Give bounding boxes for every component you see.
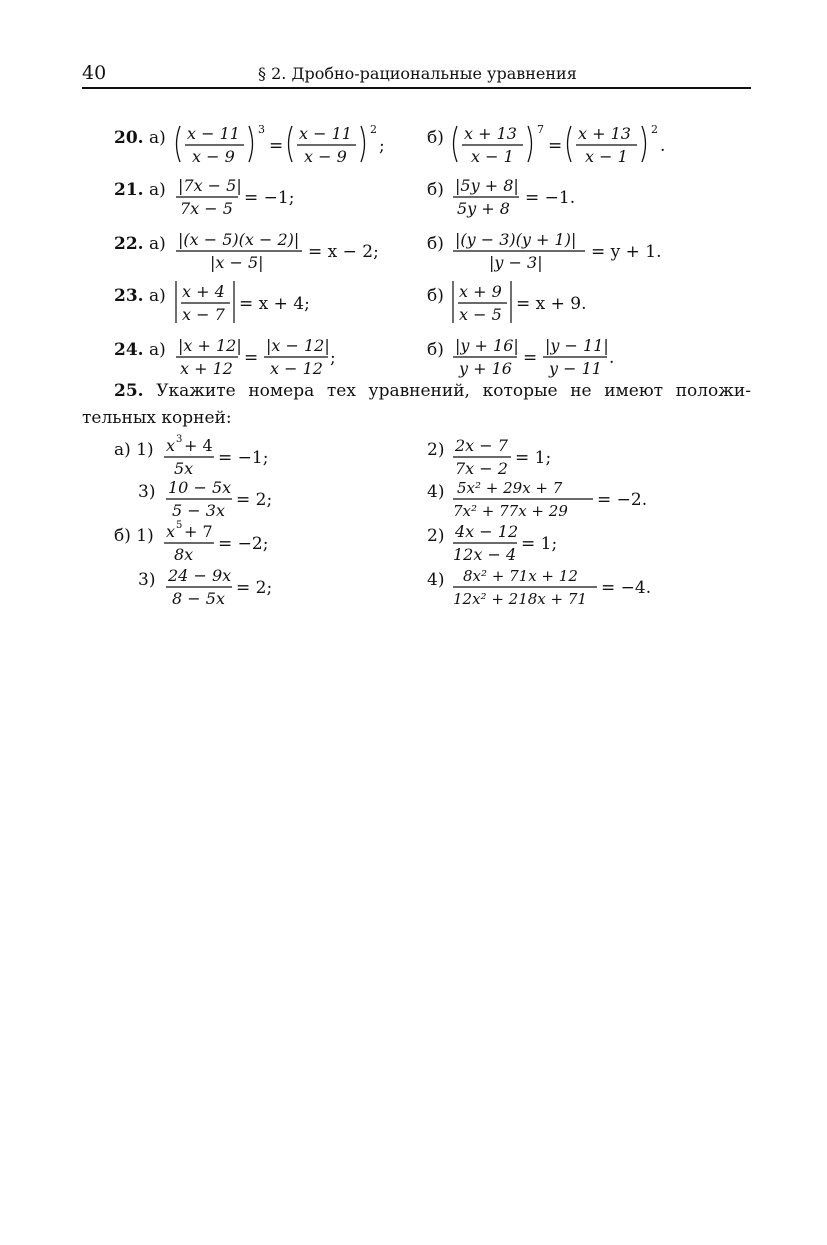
problem-number: 23. bbox=[114, 286, 144, 306]
page-header bbox=[82, 62, 751, 88]
svg-text:=: = bbox=[523, 348, 538, 368]
svg-text:= −1;: = −1; bbox=[244, 188, 295, 208]
equation-24a bbox=[172, 332, 412, 380]
section-title: § 2. Дробно-рациональные уравнения bbox=[258, 64, 577, 83]
svg-text:;: ; bbox=[379, 136, 385, 156]
part-label: а) bbox=[148, 234, 166, 254]
equation-25a2 bbox=[449, 432, 649, 480]
part-label: б) bbox=[427, 180, 444, 200]
equation-23b bbox=[449, 278, 649, 326]
item-label: 1) bbox=[136, 440, 154, 460]
svg-text:.: . bbox=[660, 136, 666, 156]
svg-text:=: = bbox=[244, 348, 259, 368]
svg-text:= −1;: = −1; bbox=[218, 448, 269, 468]
svg-text:= x − 2;: = x − 2; bbox=[308, 242, 379, 262]
svg-text:|5y + 8|: |5y + 8| bbox=[455, 176, 519, 195]
problem-number: 25. bbox=[114, 381, 144, 401]
svg-text:|x + 12|: |x + 12| bbox=[178, 336, 242, 355]
svg-text:7x² + 77x + 29: 7x² + 77x + 29 bbox=[453, 502, 568, 520]
svg-text:x − 5: x − 5 bbox=[459, 305, 502, 324]
item-label: 4) bbox=[427, 482, 445, 502]
part-label: а) bbox=[148, 180, 166, 200]
svg-text:= 2;: = 2; bbox=[236, 578, 273, 598]
svg-text:= −2;: = −2; bbox=[218, 534, 269, 554]
svg-text:;: ; bbox=[330, 348, 336, 368]
problem-number: 21. bbox=[114, 180, 144, 200]
svg-text:|y + 16|: |y + 16| bbox=[455, 336, 519, 355]
svg-text:= x + 9.: = x + 9. bbox=[516, 294, 587, 314]
svg-text:x + 12: x + 12 bbox=[180, 359, 233, 378]
problem-number: 24. bbox=[114, 340, 144, 360]
svg-text:10 − 5x: 10 − 5x bbox=[168, 478, 232, 497]
problem-statement: Укажите номера тех уравнений, которые не имеют положи-тельных корней: bbox=[82, 381, 752, 428]
group-label: а) bbox=[114, 440, 131, 460]
svg-text:= 1;: = 1; bbox=[515, 448, 552, 468]
svg-text:5 − 3x: 5 − 3x bbox=[172, 501, 225, 520]
part-label: а) bbox=[148, 340, 166, 360]
equation-22b bbox=[449, 226, 689, 274]
svg-text:5y + 8: 5y + 8 bbox=[457, 199, 510, 218]
svg-text:= 1;: = 1; bbox=[521, 534, 558, 554]
item-label: 2) bbox=[427, 440, 445, 460]
svg-text:12x − 4: 12x − 4 bbox=[453, 545, 517, 564]
svg-text:5: 5 bbox=[176, 520, 183, 531]
svg-text:2: 2 bbox=[651, 123, 658, 136]
svg-text:2x − 7: 2x − 7 bbox=[455, 436, 508, 455]
item-label: 3) bbox=[138, 570, 156, 590]
svg-text:+ 7: + 7 bbox=[184, 522, 213, 541]
problem-25b-row2 bbox=[114, 566, 751, 620]
svg-text:x − 12: x − 12 bbox=[270, 359, 323, 378]
svg-text:x − 9: x − 9 bbox=[304, 147, 347, 166]
part-label: а) bbox=[148, 128, 166, 148]
svg-text:8x² + 71x + 12: 8x² + 71x + 12 bbox=[463, 567, 578, 585]
svg-text:+ 4: + 4 bbox=[184, 436, 213, 455]
svg-text:= x + 4;: = x + 4; bbox=[239, 294, 310, 314]
part-label: б) bbox=[427, 286, 444, 306]
svg-text:x − 7: x − 7 bbox=[182, 305, 225, 324]
part-label: б) bbox=[427, 234, 444, 254]
svg-text:= −4.: = −4. bbox=[601, 578, 652, 598]
svg-text:3: 3 bbox=[258, 123, 265, 136]
item-label: 3) bbox=[138, 482, 156, 502]
svg-text:24 − 9x: 24 − 9x bbox=[168, 566, 232, 585]
part-label: б) bbox=[427, 128, 444, 148]
svg-text:x − 11: x − 11 bbox=[187, 124, 240, 143]
svg-text:7x − 2: 7x − 2 bbox=[455, 459, 508, 478]
svg-text:|7x − 5|: |7x − 5| bbox=[178, 176, 242, 195]
problem-23 bbox=[114, 282, 751, 336]
svg-text:x − 9: x − 9 bbox=[192, 147, 235, 166]
problem-20 bbox=[114, 123, 751, 178]
equation-22a bbox=[172, 226, 412, 274]
equation-20a bbox=[172, 120, 412, 168]
svg-text:.: . bbox=[609, 348, 615, 368]
svg-text:4x − 12: 4x − 12 bbox=[455, 522, 519, 541]
svg-text:= −1.: = −1. bbox=[525, 188, 576, 208]
problem-25-text bbox=[82, 378, 751, 432]
svg-text:= −2.: = −2. bbox=[597, 490, 648, 510]
equation-25a3 bbox=[162, 474, 362, 522]
equation-25b1 bbox=[160, 518, 360, 566]
svg-text:x: x bbox=[166, 522, 176, 541]
svg-text:=: = bbox=[548, 136, 563, 156]
svg-text:x + 13: x + 13 bbox=[578, 124, 631, 143]
svg-text:2: 2 bbox=[370, 123, 377, 136]
svg-text:|(x − 5)(x − 2)|: |(x − 5)(x − 2)| bbox=[178, 230, 300, 249]
equation-25a1 bbox=[160, 432, 360, 480]
svg-text:|x − 5|: |x − 5| bbox=[210, 253, 264, 272]
problem-number: 20. bbox=[114, 128, 144, 148]
svg-text:x + 13: x + 13 bbox=[464, 124, 517, 143]
svg-text:x + 9: x + 9 bbox=[459, 282, 502, 301]
svg-text:8x: 8x bbox=[174, 545, 194, 564]
svg-text:x: x bbox=[166, 436, 176, 455]
header-rule bbox=[82, 87, 751, 89]
equation-21a bbox=[172, 172, 372, 220]
svg-text:|y − 11|: |y − 11| bbox=[545, 336, 609, 355]
svg-text:8 − 5x: 8 − 5x bbox=[172, 589, 225, 608]
part-label: а) bbox=[148, 286, 166, 306]
svg-text:x + 4: x + 4 bbox=[182, 282, 225, 301]
svg-text:3: 3 bbox=[176, 434, 183, 445]
svg-text:|y − 3|: |y − 3| bbox=[489, 253, 543, 272]
item-label: 4) bbox=[427, 570, 445, 590]
item-label: 1) bbox=[136, 526, 154, 546]
equation-21b bbox=[449, 172, 649, 220]
part-label: б) bbox=[427, 340, 444, 360]
equation-23a bbox=[172, 278, 372, 326]
group-label: б) bbox=[114, 526, 131, 546]
svg-text:5x² + 29x + 7: 5x² + 29x + 7 bbox=[457, 479, 563, 497]
svg-text:5x: 5x bbox=[174, 459, 194, 478]
svg-text:x − 11: x − 11 bbox=[299, 124, 352, 143]
svg-text:x − 1: x − 1 bbox=[585, 147, 628, 166]
page-number: 40 bbox=[82, 62, 107, 84]
equation-20b bbox=[449, 120, 689, 168]
equation-25a4 bbox=[449, 474, 689, 522]
equation-24b bbox=[449, 332, 689, 380]
problem-22 bbox=[114, 230, 751, 284]
problem-21 bbox=[114, 176, 751, 230]
equation-25b4 bbox=[449, 562, 689, 610]
svg-text:12x² + 218x + 71: 12x² + 218x + 71 bbox=[453, 590, 587, 608]
svg-text:|(y − 3)(y + 1)|: |(y − 3)(y + 1)| bbox=[455, 230, 577, 249]
svg-text:=: = bbox=[269, 136, 284, 156]
item-label: 2) bbox=[427, 526, 445, 546]
equation-25b3 bbox=[162, 562, 362, 610]
svg-text:= y + 1.: = y + 1. bbox=[591, 242, 662, 262]
svg-text:y − 11: y − 11 bbox=[549, 359, 602, 378]
svg-text:x − 1: x − 1 bbox=[471, 147, 514, 166]
svg-text:7x − 5: 7x − 5 bbox=[180, 199, 233, 218]
svg-text:y + 16: y + 16 bbox=[459, 359, 512, 378]
svg-text:|x − 12|: |x − 12| bbox=[266, 336, 330, 355]
equation-25b2 bbox=[449, 518, 649, 566]
svg-text:= 2;: = 2; bbox=[236, 490, 273, 510]
svg-text:7: 7 bbox=[537, 123, 544, 136]
problem-number: 22. bbox=[114, 234, 144, 254]
